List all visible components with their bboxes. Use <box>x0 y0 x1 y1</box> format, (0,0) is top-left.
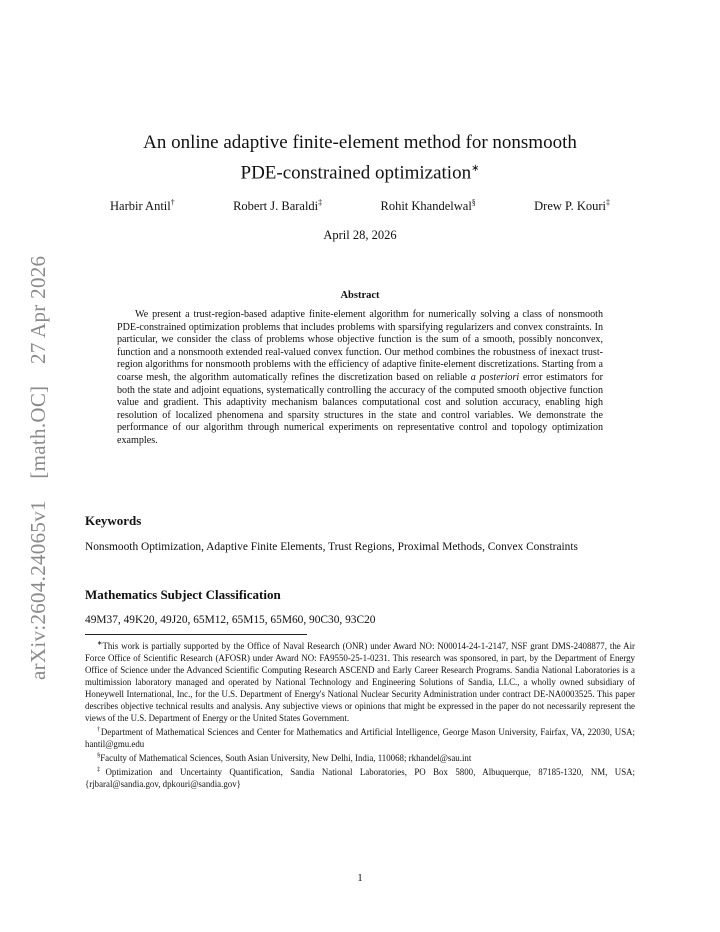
msc-heading: Mathematics Subject Classification <box>85 587 281 602</box>
title-footnote-mark: ∗ <box>471 163 480 174</box>
footnote-rule <box>85 634 307 635</box>
page-number: 1 <box>357 872 363 884</box>
keywords-text: Nonsmooth Optimization, Adaptive Finite Elements, Trust Regions, Proximal Methods, Convex Constraints <box>85 541 578 553</box>
arxiv-id: arXiv:2604.24065v1 <box>26 500 50 680</box>
author: Harbir Antil† <box>110 198 175 214</box>
arxiv-sidebar-stamp <box>18 0 58 680</box>
paper-date: April 28, 2026 <box>323 228 397 242</box>
footnote: ∗This work is partially supported by the Office of Naval Research (ONR) under Award NO: N00014-24-1-2147, NSF grant DMS-2408877, the Air Force Office of Scientific Research (AFOSR) under Award NO: FA9550-25-1-0231. This research was sponsored, in part, by the Department of Energy Office of Science under the Advanced Scientific Computing Research ASCEND and Early Career Research Programs. Sandia National Laboratories is a multimission laboratory managed and operated by National Technology and Engineering Solutions of Sandia, LLC., a wholly owned subsidiary of Honeywell International, Inc., for the U.S. Department of Energy's National Nuclear Security Administration under contract DE-NA0003525. This paper describes objective technical results and analysis. Any subjective views or opinions that might be expressed in the paper do not necessarily represent the views of the U.S. Department of Energy or the United States Government. <box>85 640 635 723</box>
paper-title <box>100 130 620 186</box>
abstract-heading: Abstract <box>340 290 380 301</box>
abstract-body: We present a trust-region-based adaptive finite-element algorithm for numerically solving a class of nonsmooth PDE-constrained optimization problems that includes problems with sparsifying regularizers and convex constraints. In particular, we consider the class of problems whose objective function is the sum of a smooth, possibly nonconvex, function and a nonsmooth extended real-valued convex function. Our method combines the robustness of inexact trust-region algorithms for nonsmooth problems with the efficiency of adaptive finite-element discretizations. Starting from a coarse mesh, the algorithm automatically refines the discretization based on reliable a posteriori error estimators for both the state and adjoint equations, systematically controlling the accuracy of the computed smooth objective function value and gradient. This adaptivity mechanism balances computational cost and solution accuracy, enabling high resolution of localized phenomena and sparsity structures in the state and control variables. We demonstrate the performance of our algorithm through numerical experiments on representative control and topology optimization examples. <box>117 309 603 446</box>
msc-codes: 49M37, 49K20, 49J20, 65M12, 65M15, 65M60, 90C30, 93C20 <box>85 614 376 626</box>
title-line-2: PDE-constrained optimization∗ <box>240 162 480 184</box>
title-line-1: An online adaptive finite-element method for nonsmooth <box>143 132 577 153</box>
keywords-heading: Keywords <box>85 513 142 528</box>
footnote: ‡Optimization and Uncertainty Quantification, Sandia National Laboratories, PO Box 5800, Albuquerque, 87185-1320, NM, USA; {rjbaral@sandia.gov, dpkouri@sandia.gov} <box>85 765 636 789</box>
footnote: §Faculty of Mathematical Sciences, South Asian University, New Delhi, India, 110068; rkhandel@sau.int <box>97 751 472 763</box>
author: Robert J. Baraldi‡ <box>233 198 323 214</box>
arxiv-category: [math.OC] <box>26 385 50 479</box>
author: Rohit Khandelwal§ <box>380 198 476 214</box>
arxiv-date: 27 Apr 2026 <box>26 255 50 364</box>
footnotes <box>85 638 635 790</box>
author-list <box>110 198 610 214</box>
footnote: †Department of Mathematical Sciences and Center for Mathematics and Artificial Intelligence, George Mason University, Fairfax, VA, 22030, USA; hantil@gmu.edu <box>85 725 636 749</box>
author: Drew P. Kouri‡ <box>534 198 610 214</box>
